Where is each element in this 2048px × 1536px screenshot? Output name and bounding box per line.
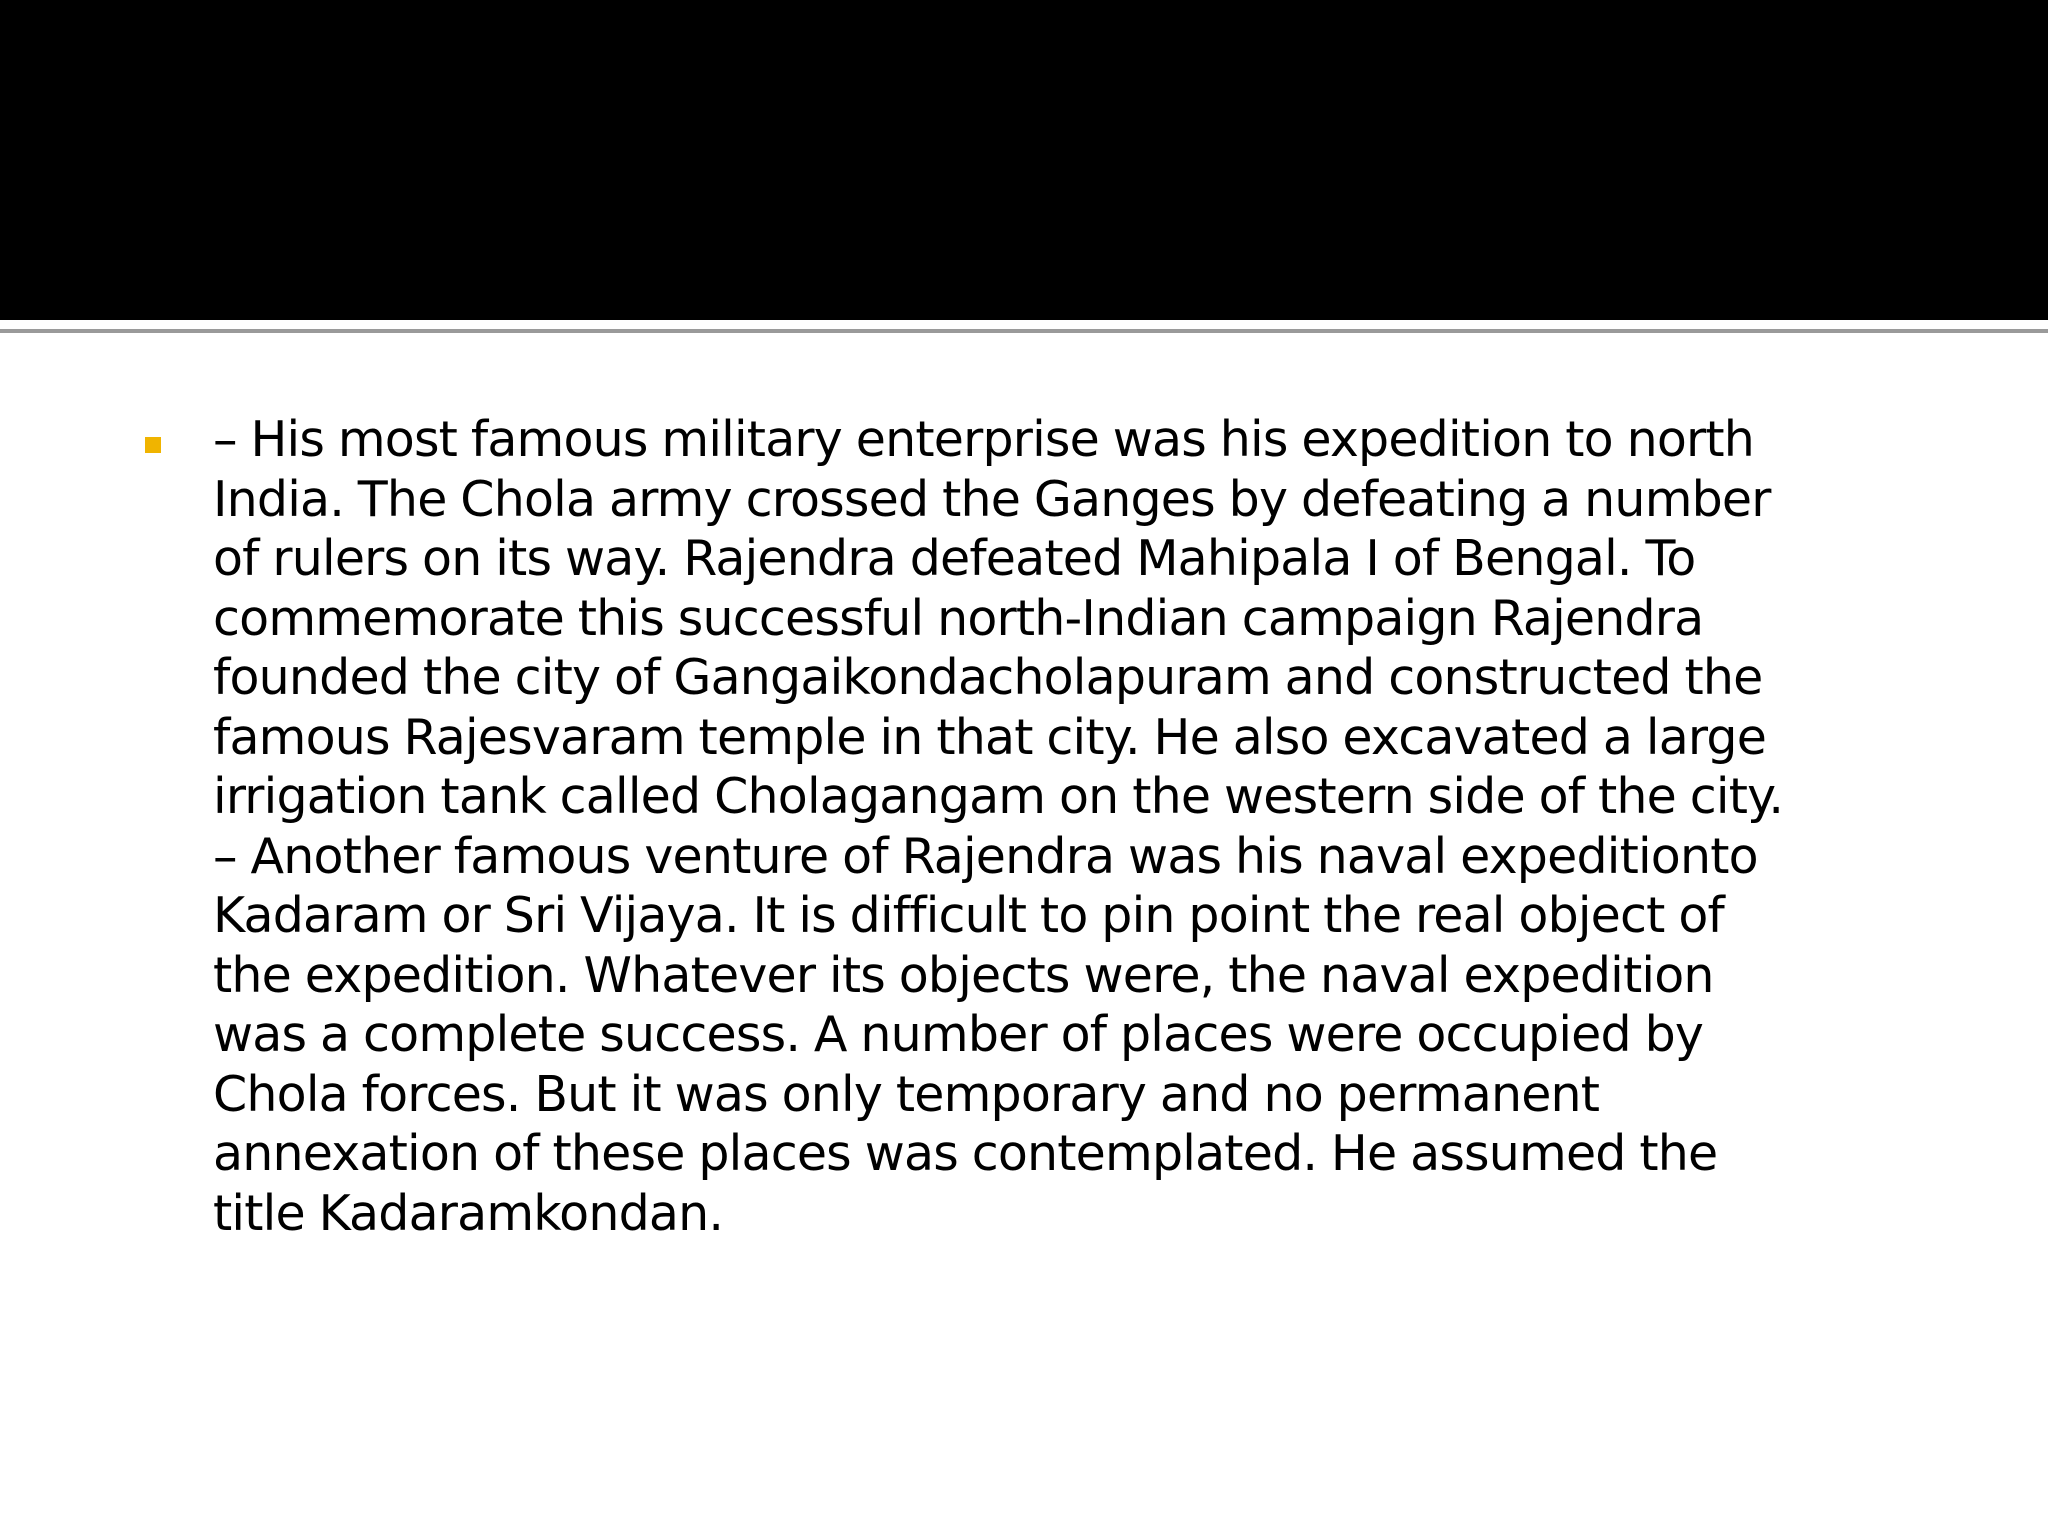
body-line: founded the city of Gangaikondacholapuram and constructed the xyxy=(213,649,1763,706)
body-line: was a complete success. A number of places were occupied by xyxy=(213,1006,1704,1063)
slide-body xyxy=(145,410,1945,1243)
body-line: title Kadaramkondan. xyxy=(213,1184,724,1242)
body-line: – Another famous venture of Rajendra was his naval expeditionto xyxy=(213,827,1758,885)
body-line: Kadaram or Sri Vijaya. It is difficult to pin point the real object of xyxy=(213,887,1724,944)
slide-title-bar xyxy=(0,0,2048,320)
body-line: India. The Chola army crossed the Ganges by defeating a number xyxy=(213,470,1771,528)
title-divider xyxy=(0,329,2048,333)
body-line: commemorate this successful north-Indian campaign Rajendra xyxy=(213,589,1704,647)
bullet-item xyxy=(145,410,1945,1243)
body-line: annexation of these places was contemplated. He assumed the xyxy=(213,1125,1718,1182)
body-line: irrigation tank called Cholagangam on the western side of the city. xyxy=(213,768,1784,825)
bullet-text xyxy=(213,410,1945,1243)
body-line: the expedition. Whatever its objects were, the naval expedition xyxy=(213,946,1714,1004)
body-line: Chola forces. But it was only temporary and no permanent xyxy=(213,1065,1600,1123)
body-line: of rulers on its way. Rajendra defeated Mahipala I of Bengal. To xyxy=(213,530,1696,587)
body-line: – His most famous military enterprise was his expedition to north xyxy=(213,411,1755,468)
square-bullet-icon xyxy=(145,437,161,453)
body-line: famous Rajesvaram temple in that city. He also excavated a large xyxy=(213,708,1767,766)
